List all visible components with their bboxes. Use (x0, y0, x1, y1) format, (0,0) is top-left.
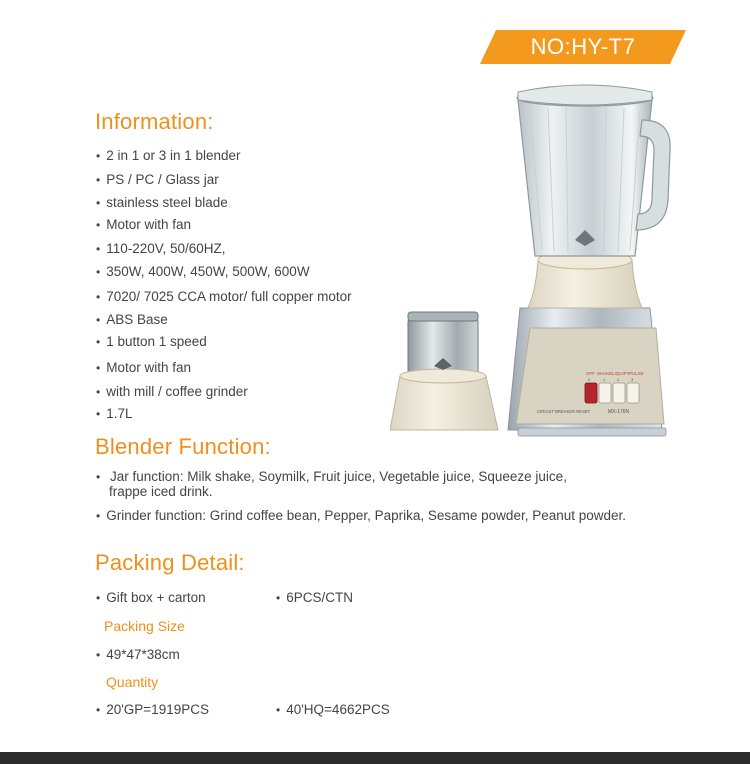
product-model-label: MX-176N (608, 409, 630, 415)
info-item: • stainless steel blade (96, 195, 228, 210)
switch-label-pulse: PULSE (629, 371, 644, 376)
switch-number-0: 0 (588, 377, 591, 382)
circuit-breaker-label: CIRCUIT BREAKER RESET (537, 409, 591, 414)
info-item: • with mill / coffee grinder (96, 384, 248, 399)
info-item: • 350W, 400W, 450W, 500W, 600W (96, 264, 310, 279)
blender-illustration (390, 80, 680, 440)
grinder-function-item: • Grinder function: Grind coffee bean, Pepper, Paprika, Sesame powder, Peanut powder. (96, 508, 626, 523)
info-item: • ABS Base (96, 312, 168, 327)
packing-size-value: • 49*47*38cm (96, 647, 180, 662)
info-item: • 1 button 1 speed (96, 334, 207, 349)
blender-function-heading: Blender Function: (95, 434, 271, 459)
packing-pcs-per-carton: • 6PCS/CTN (276, 590, 353, 605)
packing-detail-heading: Packing Detail: (95, 550, 245, 575)
packing-gift-box: • Gift box + carton (96, 590, 206, 605)
jar-function-line1: Jar function: Milk shake, Soymilk, Fruit juice, Vegetable juice, Squeeze juice, (109, 469, 567, 484)
info-item: • Motor with fan (96, 217, 191, 232)
info-item: • 7020/ 7025 CCA motor/ full copper motor (96, 289, 352, 304)
blender-collar (528, 251, 642, 308)
model-number-badge (480, 30, 686, 64)
pulse-switch (627, 383, 639, 403)
off-switch (585, 383, 597, 403)
info-item: • PS / PC / Glass jar (96, 172, 219, 187)
info-item: • 110-220V, 50/60HZ, (96, 241, 226, 256)
speed-switch-2 (613, 383, 625, 403)
info-item: • 2 in 1 or 3 in 1 blender (96, 148, 241, 163)
switch-label-off: OFF (586, 371, 595, 376)
speed-switch-1 (599, 383, 611, 403)
model-number-text: NO:HY-T7 (530, 34, 636, 59)
quantity-40hq: • 40'HQ=4662PCS (276, 702, 390, 717)
quantity-20gp: • 20'GP=1919PCS (96, 702, 209, 717)
switch-number-2: 2 (617, 377, 620, 382)
switch-number-1: 1 (603, 377, 606, 382)
info-item: • 1.7L (96, 406, 132, 421)
switch-number-3: 3 (631, 377, 634, 382)
coffee-grinder (390, 312, 498, 430)
footer-bar (0, 752, 750, 764)
quantity-label: Quantity (106, 674, 159, 690)
jar-function-line2: frappe iced drink. (109, 484, 213, 499)
switch-label-shake: SHAKE (597, 371, 613, 376)
info-item: • Motor with fan (96, 360, 191, 375)
information-heading: Information: (95, 109, 214, 134)
packing-size-label: Packing Size (104, 618, 185, 634)
glass-jar (517, 85, 670, 256)
jar-function-item (96, 469, 567, 499)
switch-label-liquify: LIQUIFY (612, 371, 630, 376)
blender-product-image (390, 80, 680, 440)
